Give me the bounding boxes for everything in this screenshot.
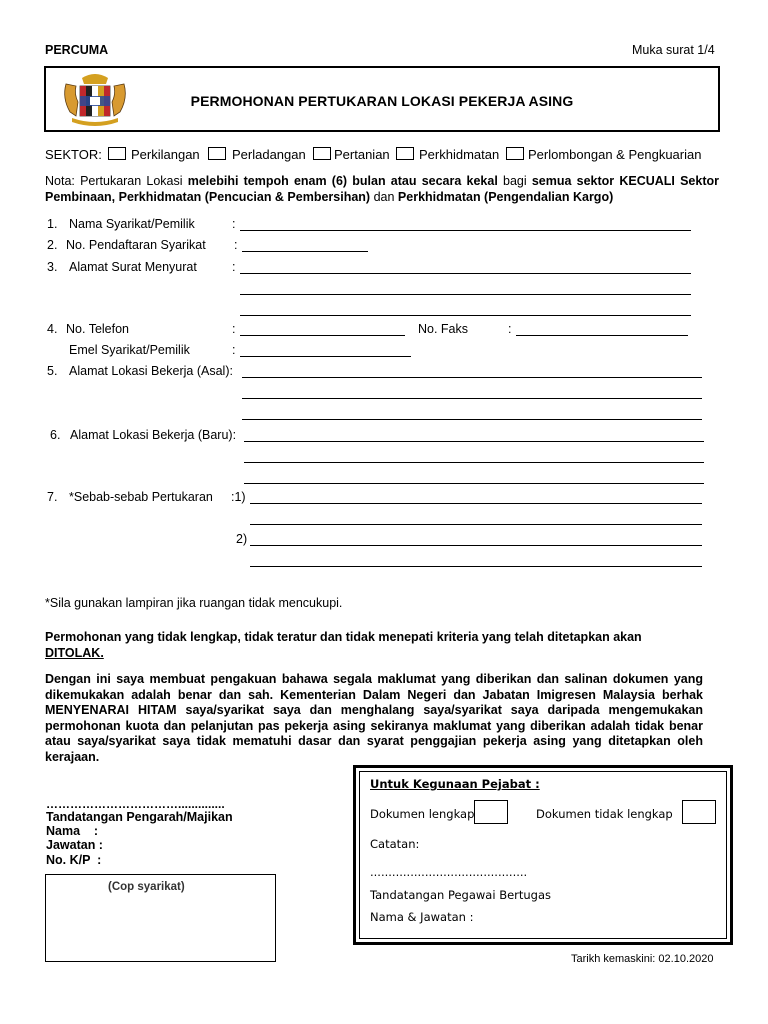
reason-field[interactable] bbox=[250, 524, 702, 525]
mailing-address-field[interactable] bbox=[240, 294, 691, 295]
office-use-box bbox=[353, 765, 733, 945]
field-colon: : bbox=[232, 322, 236, 336]
field-2-label: No. Pendaftaran Syarikat bbox=[66, 238, 206, 252]
field-1-label: Nama Syarikat/Pemilik bbox=[69, 217, 195, 231]
field-colon: : bbox=[508, 322, 512, 336]
field-3-number: 3. bbox=[47, 260, 58, 274]
sector-option-label: Pertanian bbox=[334, 147, 390, 162]
reason-1-marker: :1) bbox=[231, 490, 246, 504]
field-7-number: 7. bbox=[47, 490, 58, 504]
field-7-label: *Sebab-sebab Pertukaran bbox=[69, 490, 213, 504]
new-work-address-field[interactable] bbox=[244, 441, 704, 442]
field-4-number: 4. bbox=[47, 322, 58, 336]
phone-field[interactable] bbox=[240, 335, 405, 336]
field-4-label: No. Telefon bbox=[66, 322, 130, 336]
officer-signature-line[interactable]: ........................................... bbox=[370, 865, 528, 879]
sector-option-label: Perladangan bbox=[232, 147, 306, 162]
declaration-text: Dengan ini saya membuat pengakuan bahawa segala maklumat yang diberikan dan salinan dokumen yang dikemukakan adalah benar dan sah. Kementerian Dalam Negeri dan Jabatan Imigresen Malaysia berhak MENYENARAI HITAM saya/syarikat saya dan menghalang saya/syarikat saya daripada mengemukakan permohonan kuota dan pelanjutan pas pekerja asing sekiranya maklumat yang diberikan adalah tidak benar atau saya/syarikat saya tidak mematuhi dasar dan syarat penggajian pekerja asing yang ditetapkan oleh kerajaan. bbox=[45, 672, 703, 764]
mailing-address-field[interactable] bbox=[240, 273, 691, 274]
sector-note: Nota: Pertukaran Lokasi melebihi tempoh enam (6) bulan atau secara kekal bagi semua sektor KECUALI Sektor Pembinaan, Perkhidmatan (Pencucian & Pembersihan) dan Perkhidmatan (Pengendalian Kargo) bbox=[45, 174, 719, 204]
reason-2-marker: 2) bbox=[236, 532, 248, 546]
email-field[interactable] bbox=[240, 356, 411, 357]
original-work-address-field[interactable] bbox=[242, 419, 702, 420]
field-2-number: 2. bbox=[47, 238, 58, 252]
fax-field[interactable] bbox=[516, 335, 688, 336]
field-3-label: Alamat Surat Menyurat bbox=[69, 260, 197, 274]
officer-signature-label: Tandatangan Pegawai Bertugas bbox=[370, 888, 552, 902]
reason-field[interactable] bbox=[250, 545, 702, 546]
title-box bbox=[44, 66, 720, 132]
registration-number-field[interactable] bbox=[242, 251, 368, 252]
checkbox-pertanian[interactable] bbox=[313, 147, 331, 160]
document-complete-checkbox[interactable] bbox=[474, 800, 508, 824]
attachment-note: *Sila gunakan lampiran jika ruangan tidak mencukupi. bbox=[45, 596, 343, 610]
company-stamp-box[interactable] bbox=[45, 874, 276, 962]
field-1-number: 1. bbox=[47, 217, 58, 231]
mailing-address-field[interactable] bbox=[240, 315, 691, 316]
reason-field[interactable] bbox=[250, 503, 702, 504]
field-colon: : bbox=[232, 217, 236, 231]
field-6-number: 6. bbox=[50, 428, 61, 442]
new-work-address-field[interactable] bbox=[244, 483, 704, 484]
signer-ic-label: No. K/P : bbox=[46, 853, 102, 867]
original-work-address-field[interactable] bbox=[242, 398, 702, 399]
sector-label: SEKTOR: bbox=[45, 147, 102, 162]
document-incomplete-checkbox[interactable] bbox=[682, 800, 716, 824]
field-5-number: 5. bbox=[47, 364, 58, 378]
sector-option-label: Perlombongan & Pengkuarian bbox=[528, 147, 702, 162]
form-title: PERMOHONAN PERTUKARAN LOKASI PEKERJA ASING bbox=[190, 93, 574, 109]
field-colon: : bbox=[232, 260, 236, 274]
field-5-label: Alamat Lokasi Bekerja (Asal): bbox=[69, 364, 233, 378]
field-colon: : bbox=[232, 343, 236, 357]
field-colon: : bbox=[234, 238, 238, 252]
notes-label: Catatan: bbox=[370, 837, 420, 851]
reason-field[interactable] bbox=[250, 566, 702, 567]
company-name-field[interactable] bbox=[240, 230, 691, 231]
signer-position-label: Jawatan : bbox=[46, 838, 103, 852]
signature-line[interactable]: …………………………….............. bbox=[46, 797, 225, 811]
checkbox-perladangan[interactable] bbox=[208, 147, 226, 160]
sector-option-label: Perkhidmatan bbox=[419, 147, 500, 162]
office-use-title: Untuk Kegunaan Pejabat : bbox=[370, 777, 540, 791]
field-6-label: Alamat Lokasi Bekerja (Baru): bbox=[70, 428, 237, 442]
checkbox-perkhidmatan[interactable] bbox=[396, 147, 414, 160]
sector-option-label: Perkilangan bbox=[131, 147, 200, 162]
signer-name-label: Nama : bbox=[46, 824, 99, 838]
document-incomplete-label: Dokumen tidak lengkap bbox=[536, 807, 673, 821]
stamp-label: (Cop syarikat) bbox=[108, 881, 185, 893]
signature-label: Tandatangan Pengarah/Majikan bbox=[46, 810, 233, 824]
new-work-address-field[interactable] bbox=[244, 462, 704, 463]
checkbox-perkilangan[interactable] bbox=[108, 147, 126, 160]
incomplete-warning: Permohonan yang tidak lengkap, tidak teratur dan tidak menepati kriteria yang telah ditetapkan akan DITOLAK. bbox=[45, 630, 642, 660]
officer-name-position-label: Nama & Jawatan : bbox=[370, 910, 474, 924]
last-updated: Tarikh kemaskini: 02.10.2020 bbox=[571, 953, 714, 965]
email-label: Emel Syarikat/Pemilik bbox=[69, 343, 190, 357]
document-complete-label: Dokumen lengkap bbox=[370, 807, 475, 821]
fax-label: No. Faks bbox=[418, 322, 469, 336]
original-work-address-field[interactable] bbox=[242, 377, 702, 378]
checkbox-perlombongan[interactable] bbox=[506, 147, 524, 160]
free-label: PERCUMA bbox=[45, 43, 109, 57]
page-number: Muka surat 1/4 bbox=[632, 43, 715, 57]
